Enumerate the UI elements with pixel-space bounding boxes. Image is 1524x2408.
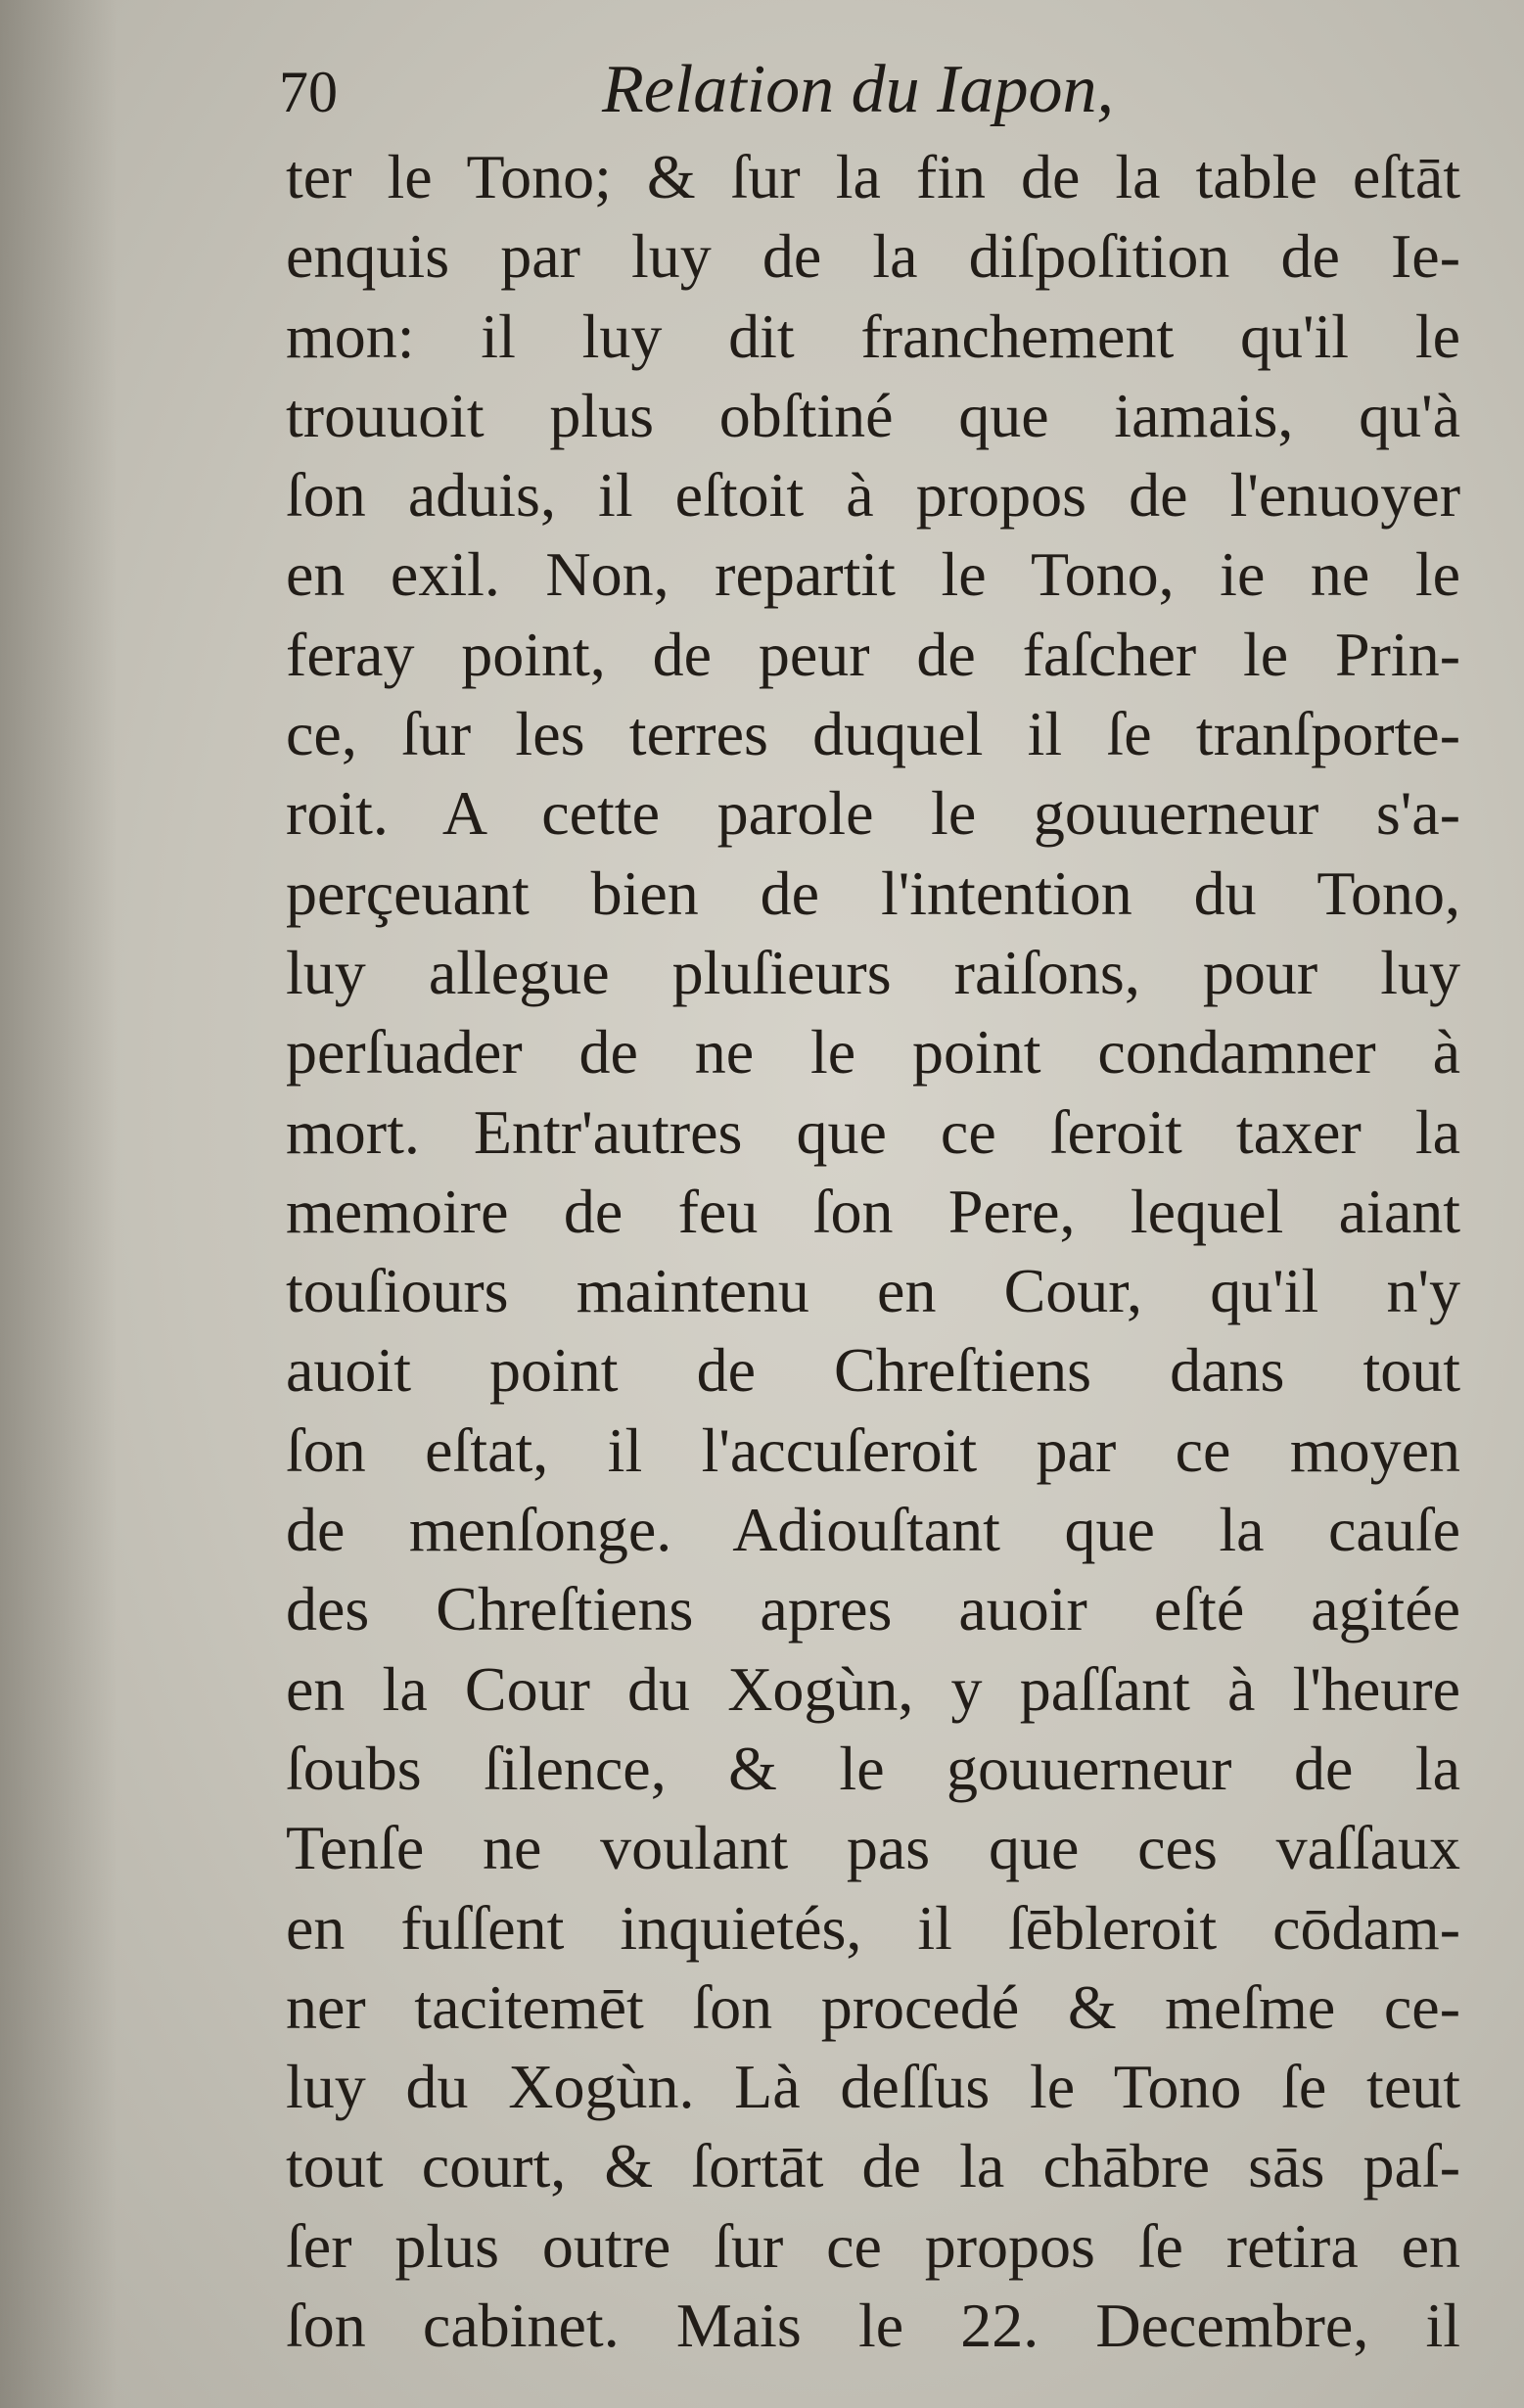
text-line: roit. A cette parole le gouuerneur s'a- (286, 778, 1460, 849)
text-line: en exil. Non, repartit le Tono, ie ne le (286, 539, 1460, 610)
text-line: luy du Xogùn. Là deſſus le Tono ſe teut (286, 2052, 1460, 2122)
text-line: ter le Tono; & ſur la fin de la table eſtāt (286, 142, 1460, 211)
text-line: ſoubs ſilence, & le gouuerneur de la (286, 1733, 1460, 1803)
text-line: feray point, de peur de faſcher le Prin- (286, 619, 1460, 689)
text-line: Tenſe ne voulant pas que ces vaſſaux (286, 1813, 1460, 1883)
text-line: memoire de feu ſon Pere, lequel aiant (286, 1176, 1460, 1246)
text-line: trouuoit plus obſtiné que iamais, qu'à (286, 380, 1460, 450)
text-line: ſer plus outre ſur ce propos ſe retira en (286, 2210, 1460, 2281)
text-line: ner tacitemēt ſon procedé & meſme ce- (286, 1971, 1460, 2042)
text-line: tout court, & ſortāt de la chābre sās paſ- (286, 2131, 1460, 2201)
text-line: mort. Entr'autres que ce ſeroit taxer la (286, 1096, 1460, 1167)
text-line: touſiours maintenu en Cour, qu'il n'y (286, 1256, 1460, 1326)
text-line: mon: il luy dit franchement qu'il le (286, 301, 1460, 371)
running-title: Relation du Iapon, (602, 52, 1114, 127)
text-line: luy allegue pluſieurs raiſons, pour luy (286, 937, 1460, 1007)
text-line: ſon eſtat, il l'accuſeroit par ce moyen (286, 1414, 1460, 1485)
text-line: en fuſſent inquietés, il ſēbleroit cōdam- (286, 1892, 1460, 1963)
text-line: de menſonge. Adiouſtant que la cauſe (286, 1495, 1460, 1565)
page-number: 70 (279, 60, 338, 124)
text-line: ſon cabinet. Mais le 22. Decembre, il (286, 2291, 1460, 2361)
text-line: perçeuant bien de l'intention du Tono, (286, 857, 1460, 928)
text-line: auoit point de Chreſtiens dans tout (286, 1335, 1460, 1406)
gutter-shadow (0, 0, 117, 2408)
page-header (279, 41, 1483, 139)
text-line: ce, ſur les terres duquel il ſe tranſporte- (286, 699, 1460, 769)
text-line: des Chreſtiens apres auoir eſté agitée (286, 1574, 1460, 1644)
body-text (286, 137, 1460, 2365)
text-line: perſuader de ne le point condamner à (286, 1017, 1460, 1088)
text-line: ſon aduis, il eſtoit à propos de l'enuoyer (286, 460, 1460, 531)
text-line: en la Cour du Xogùn, y paſſant à l'heure (286, 1653, 1460, 1724)
text-line: enquis par luy de la diſpoſition de Ie- (286, 221, 1460, 292)
